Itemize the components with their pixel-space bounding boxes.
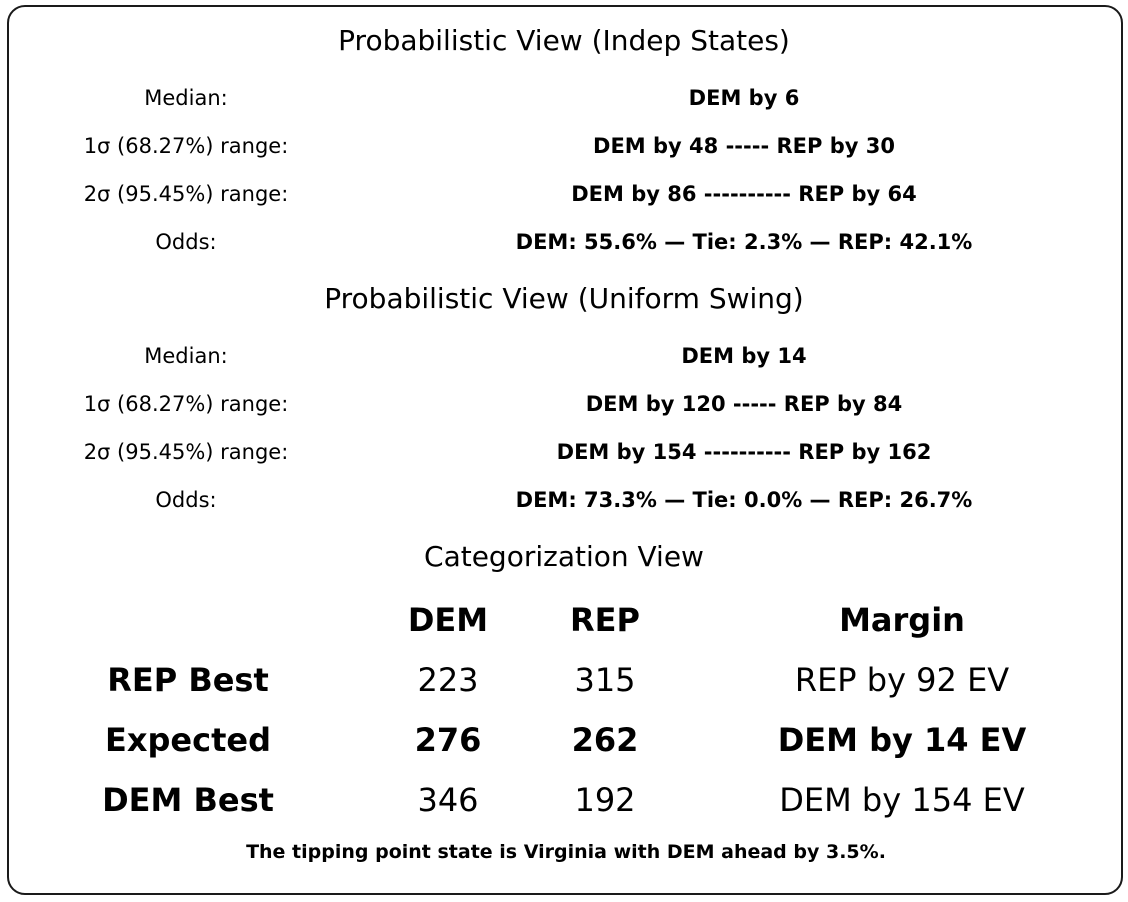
- rep-best-row-label: REP Best: [107, 661, 269, 699]
- rep-best-rep-value: 315: [574, 661, 636, 699]
- indep-odds-label: Odds:: [155, 230, 217, 254]
- indep-odds-value: DEM: 55.6% — Tie: 2.3% — REP: 42.1%: [515, 230, 973, 254]
- tipping-point-note: The tipping point state is Virginia with DEM ahead by 3.5%.: [246, 841, 886, 863]
- uniform-median-label: Median:: [144, 344, 228, 368]
- indep-median-label: Median:: [144, 86, 228, 110]
- expected-row-label: Expected: [105, 721, 271, 759]
- dem-best-dem-value: 346: [417, 781, 479, 819]
- categorization-section-title: Categorization View: [424, 540, 704, 573]
- uniform-2sigma-label: 2σ (95.45%) range:: [83, 440, 289, 464]
- indep-2sigma-label: 2σ (95.45%) range:: [83, 182, 289, 206]
- margin-column-header: Margin: [839, 601, 965, 639]
- expected-dem-value: 276: [414, 721, 482, 759]
- dem-best-row-label: DEM Best: [102, 781, 274, 819]
- indep-1sigma-label: 1σ (68.27%) range:: [83, 134, 289, 158]
- uniform-median-value: DEM by 14: [681, 344, 807, 368]
- indep-2sigma-value: DEM by 86 ---------- REP by 64: [571, 182, 917, 206]
- expected-rep-value: 262: [571, 721, 639, 759]
- indep-median-value: DEM by 6: [688, 86, 800, 110]
- dem-column-header: DEM: [407, 601, 489, 639]
- expected-margin: DEM by 14 EV: [777, 721, 1027, 759]
- indep-1sigma-value: DEM by 48 ----- REP by 30: [593, 134, 895, 158]
- dem-best-rep-value: 192: [574, 781, 636, 819]
- rep-best-margin: REP by 92 EV: [794, 661, 1010, 699]
- dem-best-margin: DEM by 154 EV: [779, 781, 1025, 819]
- uniform-1sigma-label: 1σ (68.27%) range:: [83, 392, 289, 416]
- uniform-odds-value: DEM: 73.3% — Tie: 0.0% — REP: 26.7%: [515, 488, 973, 512]
- uniform-1sigma-value: DEM by 120 ----- REP by 84: [585, 392, 903, 416]
- indep-section-title: Probabilistic View (Indep States): [338, 24, 790, 57]
- uniform-section-title: Probabilistic View (Uniform Swing): [324, 282, 804, 315]
- uniform-2sigma-value: DEM by 154 ---------- REP by 162: [556, 440, 932, 464]
- rep-best-dem-value: 223: [417, 661, 479, 699]
- uniform-odds-label: Odds:: [155, 488, 217, 512]
- rep-column-header: REP: [570, 601, 640, 639]
